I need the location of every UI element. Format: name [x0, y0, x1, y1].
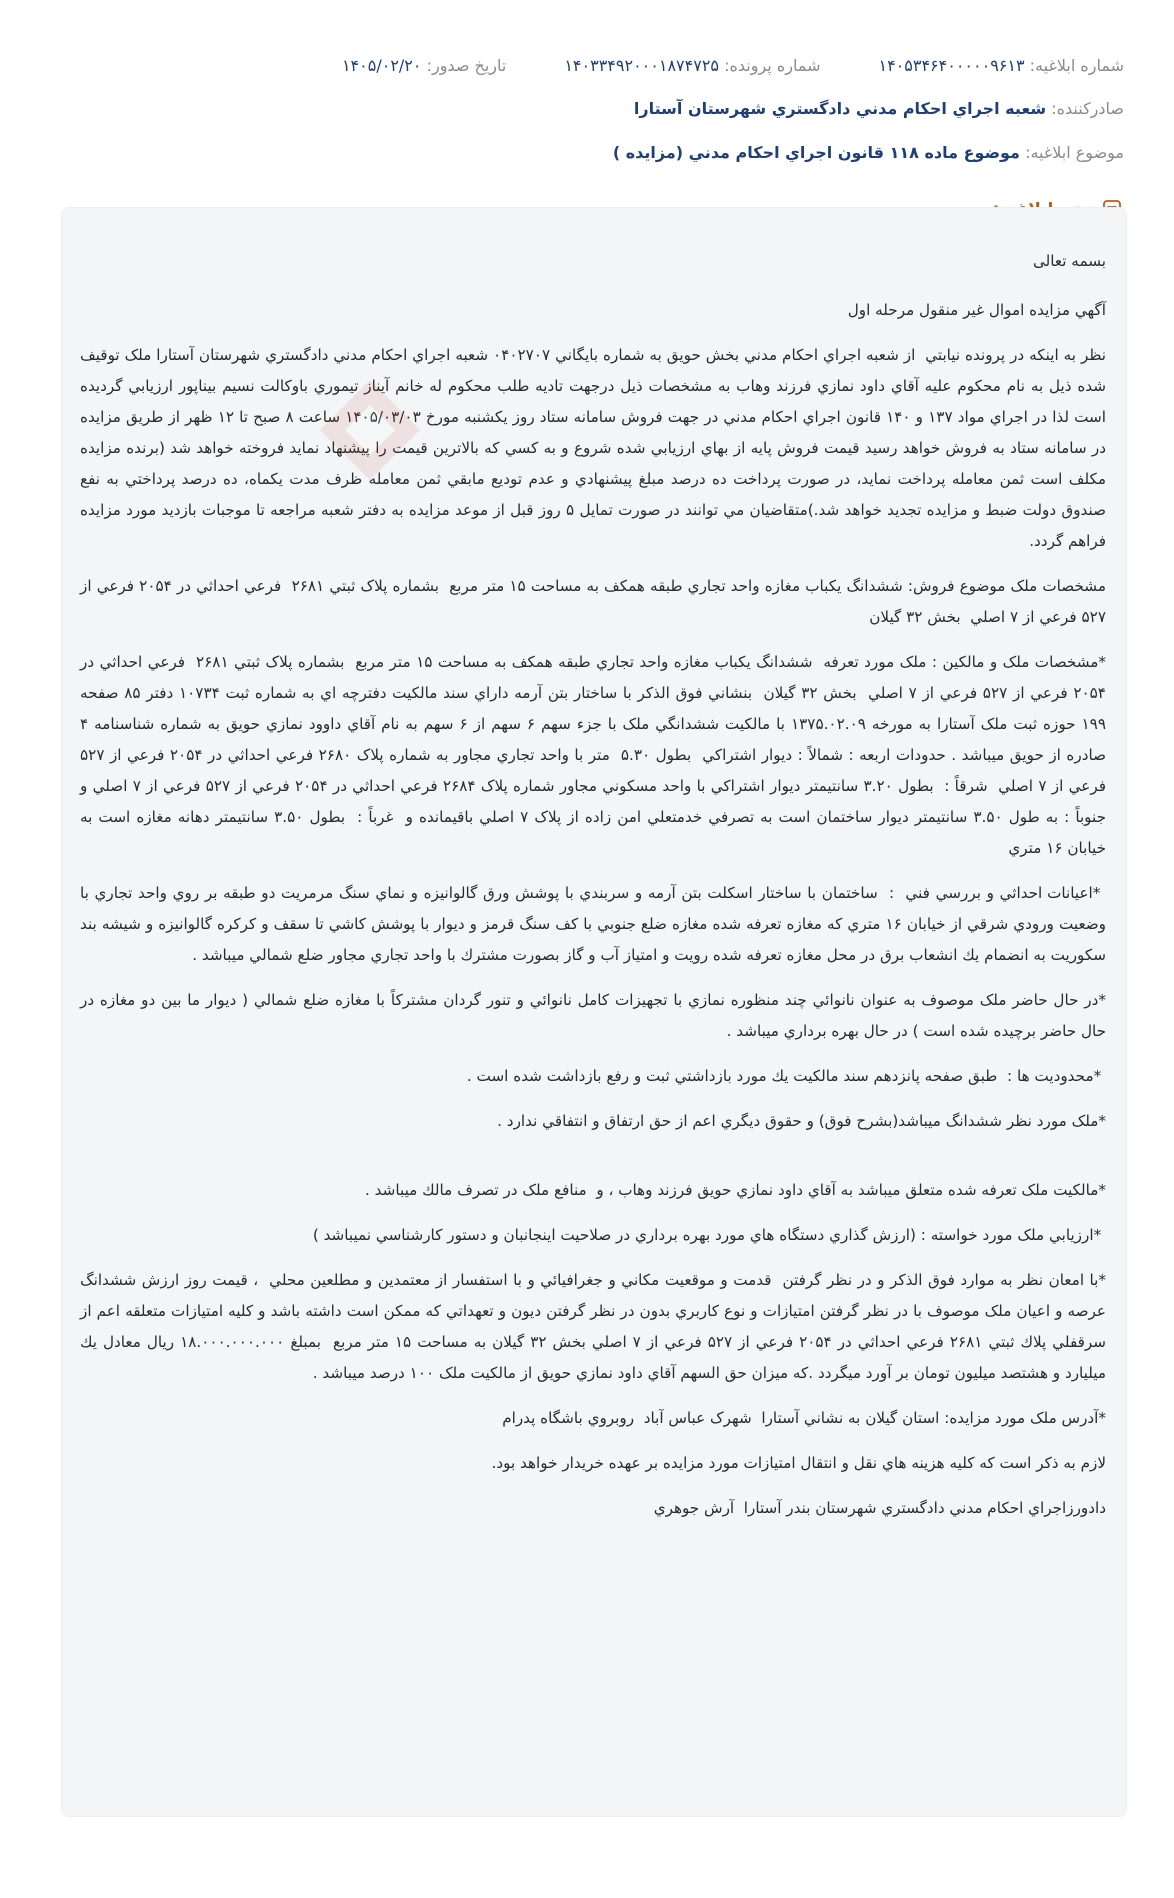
body-paragraph: *آدرس ملک مورد مزايده: استان گيلان به نشاني آستارا شهرک عباس آباد روبروي باشگاه پدرام: [502, 1409, 1106, 1427]
case-number-label: شماره پرونده:: [724, 56, 821, 75]
body-paragraph: بسمه تعالی: [1033, 252, 1106, 270]
body-paragraph: *ملک مورد نظر ششدانگ ميباشد(بشرح فوق) و حقوق ديگري اعم از حق ارتفاق و انتفاقي ندارد .: [497, 1112, 1106, 1130]
body-paragraph: *مالکيت ملک تعرفه شده متعلق ميباشد به آقاي داود نمازي حويق فرزند وهاب ، و منافع ملک در تصرف مالك ميباشد .: [365, 1181, 1106, 1199]
case-number: [564, 54, 820, 78]
issue-date-label: تاريخ صدور:: [426, 56, 507, 75]
subject-value: موضوع ماده ۱۱۸ قانون اجراي احکام مدني (مزايده ): [612, 143, 1020, 162]
body-paragraph: مشخصات ملک موضوع فروش: ششدانگ يکباب مغازه واحد تجاري طبقه همکف به مساحت ۱۵ متر مربع بشماره پلاک ثبتي ۲۶۸۱ فرعي احداثي در ۲۰۵۴ فرعي از ۵۲۷ فرعي از ۷ اصلي بخش ۳۲ گيلان: [75, 577, 1106, 626]
notice-number-value: ۱۴۰۵۳۴۶۴۰۰۰۰۰۹۶۱۳: [878, 56, 1025, 75]
issue-date-value: ۱۴۰۵/۰۲/۲۰: [341, 56, 422, 75]
case-number-value: ۱۴۰۳۳۴۹۲۰۰۰۱۸۷۴۷۲۵: [564, 56, 720, 75]
body-paragraph: *در حال حاضر ملک موصوف به عنوان نانوائي چند منظوره نمازي با تجهيزات کامل نانوائي و تنور گردان مشترکاً با مغازه ضلع شمالي ( ديوار ما بين دو مغازه در حال حاضر برچيده شده است ) در حال بهره برداري ميباشد .: [75, 991, 1106, 1040]
body-paragraph: دادورزاجراي احکام مدني دادگستري شهرستان بندر آستارا آرش جوهري: [653, 1499, 1106, 1517]
issuer-value: شعبه اجراي احکام مدني دادگستري شهرستان آستارا: [633, 99, 1047, 118]
body-paragraph: نظر به اينکه در پرونده نيابتي از شعبه اجراي احکام مدني بخش حويق به شماره بايگاني ۰۴۰۲۷۰۷ شعبه اجراي احکام مدني دادگستري شهرستان آستارا ملک توقيف شده ذيل به نام محکوم عليه آقاي داود نمازي فرزند وهاب به مشخصات ذيل درجهت تاديه طلب محکوم له خانم آيناز تيموري باوکالت نسيم بيناپور ارزيابي گرديده است لذا در اجراي مواد ۱۳۷ و ۱۴۰ قانون اجراي احکام مدني در جهت فروش سامانه ستاد روز يکشنبه مورخ ۱۴۰۵/۰۳/۰۳ ساعت ۸ صبح تا ۱۲ ظهر از طريق مزايده در سامانه ستاد به فروش خواهد رسيد قيمت فروش پايه از بهاي ارزيابي شده شروع و به کسي که بالاترين قيمت را پيشنهاد نمايد فروخته خواهد شد (برنده مزايده مکلف است ثمن معامله پرداخت نمايد، در صورت پرداخت ده درصد مبلغ پيشنهادي و عدم توديع مابقي ثمن معامله ظرف مدت يکماه، ده درصد پرداختي به نفع صندوق دولت ضبط و مزايده تجديد خواهد شد.)متقاضيان مي توانند در صورت تمايل ۵ روز قبل از موعد مزايده به دفتر شعبه مراجعه تا موجبات بازديد مورد مزايده فراهم گردد.: [75, 346, 1107, 550]
body-paragraph: *ارزيابي ملک مورد خواسته : (ارزش گذاري دستگاه هاي مورد بهره برداري در صلاحيت اينجانبان و دستور کارشناسي نميباشد ): [312, 1226, 1106, 1244]
body-paragraph: آگهي مزايده اموال غير منقول مرحله اول: [847, 301, 1106, 319]
notice-number-label: شماره ابلاغيه:: [1029, 56, 1124, 75]
body-paragraph: *با امعان نظر به موارد فوق الذکر و در نظر گرفتن قدمت و موقعيت مکاني و جغرافيائي و با استفسار از معتمدين و مطلعين محلي ، قيمت روز ارزش ششدانگ عرصه و اعيان ملک موصوف با در نظر گرفتن امتيازات و نوع کاربري بدون در نظر گرفتن ديون و تعهداتي که ممکن است داشته باشد و کليه امتيازات متعلقه اعم از سرقفلي پلاك ثبتي ۲۶۸۱ فرعي احداثي در ۲۰۵۴ فرعي از ۵۲۷ فرعي از ۷ اصلي بخش ۳۲ گيلان به مساحت ۱۵ متر مربع بمبلغ ۱۸.۰۰۰.۰۰۰.۰۰۰ ريال معادل يك ميليارد و هشتصد ميليون تومان بر آورد ميگردد .که ميزان حق السهم آقاي داود نمازي حويق از مالکيت ملک ۱۰۰ درصد ميباشد .: [75, 1271, 1107, 1382]
issuer-label: صادرکننده:: [1051, 99, 1124, 118]
body-paragraph: لازم به ذکر است که کليه هزينه هاي نقل و انتقال امتيازات مورد مزايده بر عهده خريدار خواهد بود.: [491, 1454, 1106, 1472]
body-paragraph: *محدوديت ها : طبق صفحه پانزدهم سند مالکيت يك مورد بازداشتي ثبت و رفع بازداشت شده است .: [466, 1067, 1106, 1085]
body-paragraph: *اعيانات احداثي و بررسي فني : ساختمان با ساختار اسکلت بتن آرمه و سربندي با پوشش ورق گالوانيزه و نماي سنگ مرمريت دو طبقه بر روي واحد تجاري با وضعيت ورودي شرقي از خيابان ۱۶ متري که مغازه تعرفه شده مغازه ضلع جنوبي با کف سنگ قرمز و ديوار با پوشش کاشي تا سقف و کرکره گالوانيزه و شيشه بند سکوريت به انضمام يك انشعاب برق در محل مغازه تعرفه شده رويت و امتياز آب و گاز بصورت مشترك با واحد تجاري مجاور ضلع شمالي ميباشد .: [75, 884, 1107, 964]
subject-label: موضوع ابلاغيه:: [1025, 143, 1124, 162]
notice-number: [878, 54, 1124, 78]
issue-date: [342, 54, 506, 78]
body-paragraph: *مشخصات ملک و مالکين : ملک مورد تعرفه ششدانگ يکباب مغازه واحد تجاري طبقه همکف به مساحت ۱۵ متر مربع بشماره پلاک ثبتي ۲۶۸۱ فرعي احداثي در ۲۰۵۴ فرعي از ۵۲۷ فرعي از ۷ اصلي بخش ۳۲ گيلان بنشاني فوق الذکر با ساختار بتن آرمه داراي سند مالکيت دفترچه اي به شماره ثبت ۱۰۷۳۴ دفتر ۸۵ صفحه ۱۹۹ حوزه ثبت ملک آستارا به مورخه ۱۳۷۵.۰۲.۰۹ با مالکيت ششدانگي ملک با جزء سهم ۶ سهم از ۶ سهم به نام آقاي داوود نمازي حويق به شماره شناسنامه ۴ صادره از حويق ميباشد . حدودات اربعه : شمالاً : ديوار اشتراکي بطول ۵.۳۰ متر با واحد تجاري مجاور به شماره پلاک ۲۶۸۰ فرعي احداثي در ۲۰۵۴ فرعي از ۵۲۷ فرعي از ۷ اصلي شرقاً : بطول ۳.۲۰ سانتيمتر ديوار اشتراکي با واحد مسکوني مجاور شماره پلاک ۲۶۸۴ فرعي احداثي در ۲۰۵۴ فرعي از ۵۲۷ فرعي از ۷ اصلي و جنوباً : به طول ۳.۵۰ سانتيمتر ديوار ساختمان است به تصرفي خدمتعلي امن زاده از پلاک ۷ اصلي باقيمانده و غرباً : بطول ۳.۵۰ سانتيمتر دهانه مغازه است به خيابان ۱۶ متري: [75, 653, 1106, 857]
notice-text-box: [61, 207, 1127, 1817]
issuer-row: [50, 97, 1124, 121]
header-info-row: [50, 54, 1124, 78]
subject-row: [50, 141, 1124, 165]
